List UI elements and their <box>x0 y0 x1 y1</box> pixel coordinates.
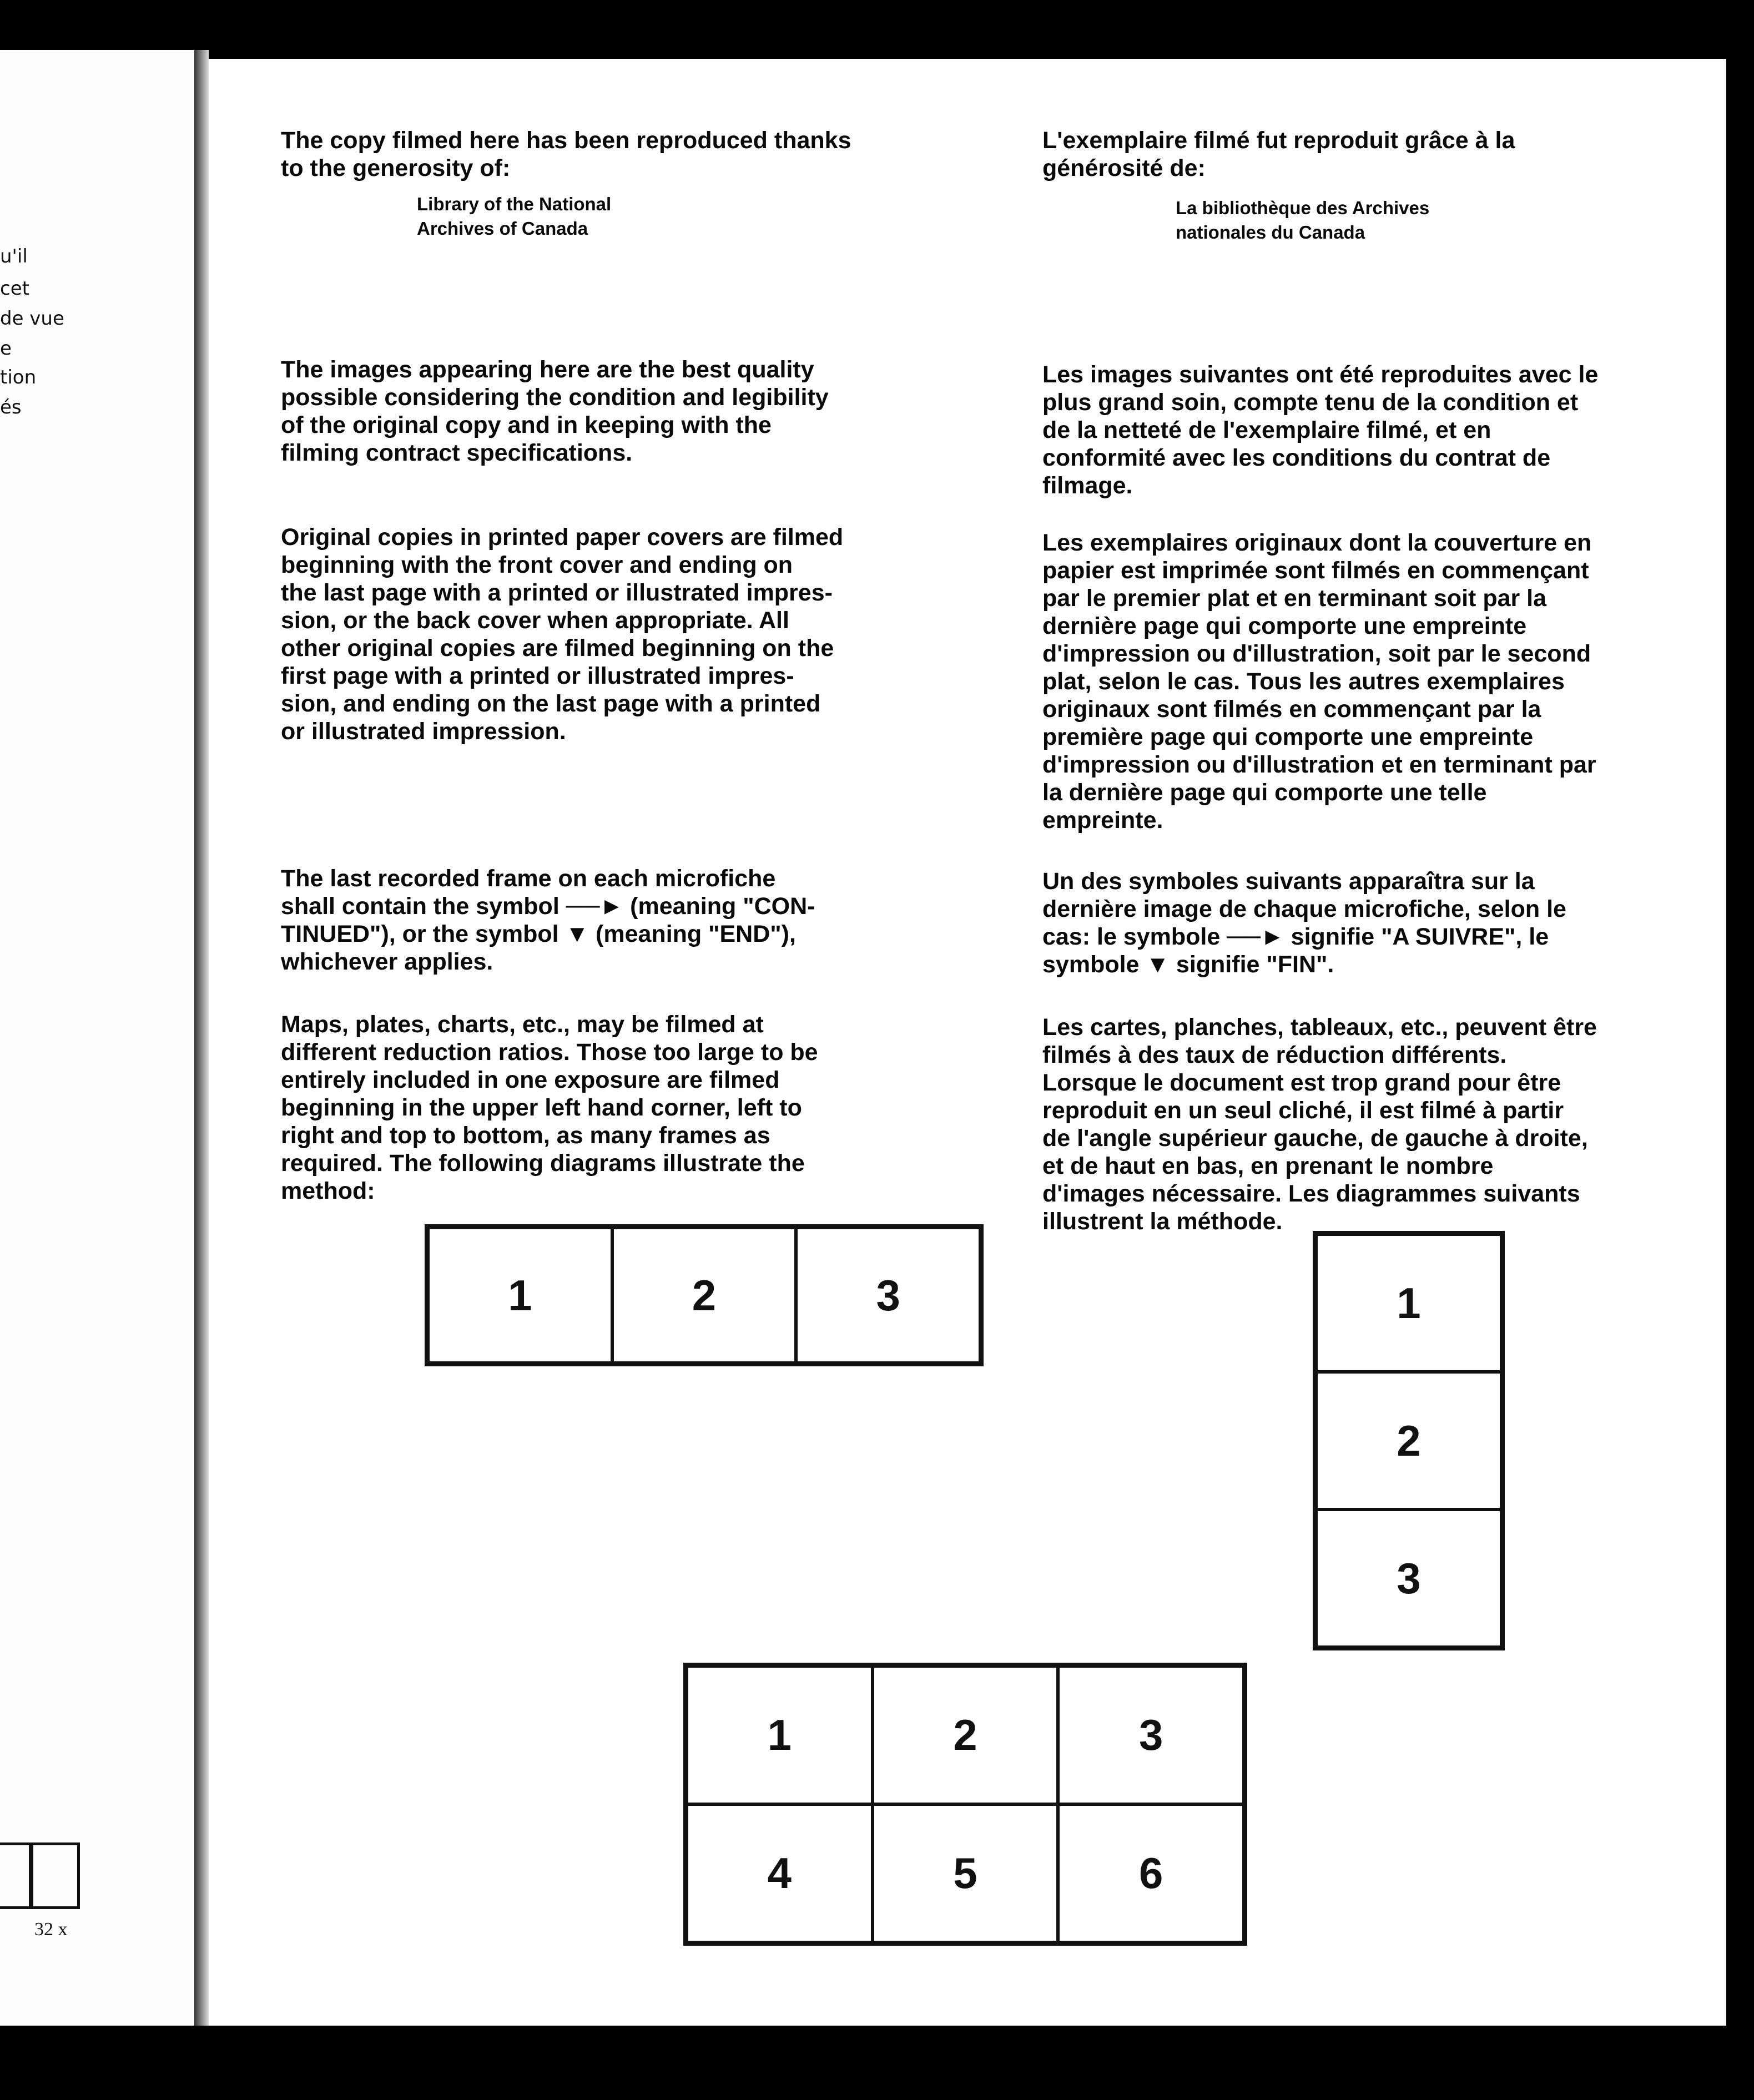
microfilm-target-page <box>209 59 1726 2026</box>
frame-number: 3 <box>796 1228 980 1363</box>
frame-number: 3 <box>1316 1510 1501 1647</box>
english-originals-paragraph: Original copies in printed paper covers are filmed beginning with the front cover and ending on the last page with a printed or illustrated impres- sion, or the back cover when appropriate. All other original copies are filmed beginning on the first page with a printed or illustrated impres- sion, and ending on the last page with a printed or illustrated impression. <box>281 524 844 745</box>
frame-number: 1 <box>1316 1234 1501 1372</box>
frame-number: 2 <box>612 1228 797 1363</box>
french-acknowledgement: L'exemplaire filmé fut reproduit grâce à la générosité de: <box>1042 127 1515 181</box>
partial-frame-box <box>0 1842 33 1909</box>
frame-number: 3 <box>1058 1666 1244 1804</box>
english-maps-paragraph: Maps, plates, charts, etc., may be filmed at different reduction ratios. Those too large to be entirely included in one exposure are filmed beginning in the upper left hand corner, left to right and top to bottom, as many frames as required. The following diagrams illustrate the method: <box>281 1011 818 1204</box>
frame-number: 2 <box>873 1666 1059 1804</box>
adjacent-page-fragment <box>0 50 194 2026</box>
french-maps-paragraph: Les cartes, planches, tableaux, etc., peuvent être filmés à des taux de réduction différents. Lorsque le document est trop grand pour être reproduit en un seul cliché, il est filmé à partir de l'angle supérieur gauche, de gauche à droite, et de haut en bas, en prenant le nombre d'images nécessaire. Les diagrammes suivants illustrent la méthode. <box>1042 1014 1597 1235</box>
french-symbols-paragraph: Un des symboles suivants apparaîtra sur la dernière image de chaque microfiche, selon le cas: le symbole ──► signifie "A SUIVRE", le symbole ▼ signifie "FIN". <box>1042 868 1566 978</box>
text-fragment: tion <box>0 366 37 388</box>
english-acknowledgement: The copy filmed here has been reproduced thanks to the generosity of: <box>281 127 851 181</box>
page-gutter <box>194 50 209 2026</box>
french-quality-paragraph: Les images suivantes ont été reproduites avec le plus grand soin, compte tenu de la condition et de la netteté de l'exemplaire filmé, et en conformité avec les conditions du contrat de filmage. <box>1042 361 1599 499</box>
frame-number: 5 <box>873 1804 1059 1942</box>
diagram-grid <box>683 1663 1247 1946</box>
text-fragment: cet <box>0 277 29 300</box>
frame-number: 6 <box>1058 1804 1244 1942</box>
text-fragment: de vue <box>0 307 64 330</box>
french-library-name: La bibliothèque des Archives nationales du Canada <box>1176 198 1430 243</box>
frame-number: 2 <box>1316 1372 1501 1510</box>
frame-number: 1 <box>687 1666 873 1804</box>
reduction-label: 32 x <box>34 1919 68 1940</box>
frame-number: 1 <box>428 1228 612 1363</box>
diagram-horizontal <box>425 1224 984 1366</box>
text-fragment: és <box>0 396 22 418</box>
english-library-name: Library of the National Archives of Canada <box>417 194 612 239</box>
english-symbols-paragraph: The last recorded frame on each microfiche shall contain the symbol ──► (meaning "CON- TINUED"), or the symbol ▼ (meaning "END"), whichever applies. <box>281 865 815 975</box>
text-fragment: e <box>0 337 12 360</box>
text-fragment: u'il <box>0 245 28 267</box>
english-quality-paragraph: The images appearing here are the best quality possible considering the condition and legibility of the original copy and in keeping with the filming contract specifications. <box>281 356 829 466</box>
diagram-vertical <box>1313 1231 1505 1650</box>
frame-number: 4 <box>687 1804 873 1942</box>
french-originals-paragraph: Les exemplaires originaux dont la couverture en papier est imprimée sont filmés en commençant par le premier plat et en terminant soit par la dernière page qui comporte une empreinte d'impression ou d'illustration, soit par le second plat, selon le cas. Tous les autres exemplaires originaux sont filmés en commençant par la première page qui comporte une empreinte d'impression ou d'illustration et en terminant par la dernière page qui comporte une telle empreinte. <box>1042 529 1596 834</box>
partial-frame-box <box>29 1842 80 1909</box>
